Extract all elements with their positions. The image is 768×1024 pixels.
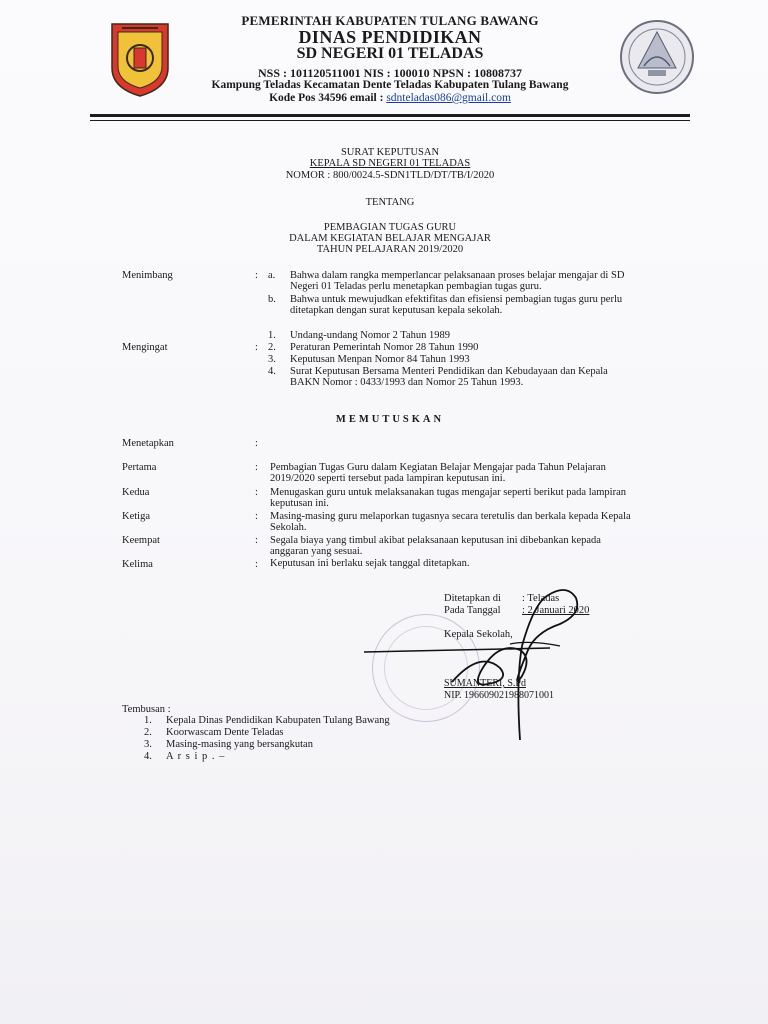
date-value: : 2 Januari 2020: [522, 605, 590, 616]
postal-code-label: Kode Pos 34596 email :: [269, 92, 387, 104]
decision-colon-menetapkan: :: [255, 438, 258, 449]
menimbang-a-line1: Bahwa dalam rangka memperlancar pelaksanaan proses belajar mengajar di SD: [290, 270, 625, 281]
date-label: Pada Tanggal: [444, 605, 501, 616]
letterhead-government: PEMERINTAH KABUPATEN TULANG BAWANG: [241, 13, 539, 28]
cc-label: Tembusan :: [122, 704, 171, 715]
mengingat-item-1: Undang-undang Nomor 2 Tahun 1989: [290, 330, 451, 341]
menimbang-b-line2: ditetapkan dengan surat keputusan kepala sekolah.: [290, 305, 503, 316]
decision-pertama-line1: Pembagian Tugas Guru dalam Kegiatan Belajar Mengajar pada Tahun Pelajaran: [270, 462, 606, 473]
decision-keempat-line1: Segala biaya yang timbul akibat pelaksanaan keputusan ini dibebankan kepada: [270, 535, 601, 546]
mengingat-item-3: Keputusan Menpan Nomor 84 Tahun 1993: [290, 354, 470, 365]
subject-line-2: DALAM KEGIATAN BELAJAR MENGAJAR: [289, 233, 491, 244]
decision-label-menetapkan: Menetapkan: [122, 438, 174, 449]
mengingat-mark-2: 2.: [268, 342, 276, 353]
letterhead-address: Kampung Teladas Kecamatan Dente Teladas Kabupaten Tulang Bawang: [211, 79, 569, 91]
decision-keempat-line2: anggaran yang sesuai.: [270, 546, 363, 557]
signer-name: SUMANTERI, S.Pd: [444, 678, 526, 689]
mengingat-mark-3: 3.: [268, 354, 276, 365]
mengingat-item-2: Peraturan Pemerintah Nomor 28 Tahun 1990: [290, 342, 479, 353]
memutuskan-heading: MEMUTUSKAN: [335, 414, 445, 425]
cc-item-3: Masing-masing yang bersangkutan: [166, 739, 313, 750]
cc-mark-1: 1.: [144, 715, 152, 726]
decision-label-ketiga: Ketiga: [122, 511, 150, 522]
menimbang-mark-b: b.: [268, 294, 276, 305]
cc-mark-3: 3.: [144, 739, 152, 750]
cc-mark-2: 2.: [144, 727, 152, 738]
handwritten-signature-icon: [360, 580, 600, 750]
mengingat-item-4-line1: Surat Keputusan Bersama Menteri Pendidikan dan Kebudayaan dan Kepala: [290, 366, 608, 377]
decision-pertama-line2: 2019/2020 seperti tersebut pada lampiran keputusan ini.: [270, 473, 506, 484]
signer-nip: NIP. 196609021988071001: [444, 690, 555, 701]
letterhead-school-name: SD NEGERI 01 TELADAS: [296, 45, 484, 62]
set-at-value: : Teladas: [522, 593, 560, 604]
menimbang-mark-a: a.: [268, 270, 276, 281]
letterhead-department: DINAS PENDIDIKAN: [298, 27, 482, 47]
decision-ketiga-line1: Masing-masing guru melaporkan tugasnya secara teretulis dan berkala kepada Kepala: [270, 511, 631, 522]
decision-colon-kedua: :: [255, 487, 258, 498]
cc-item-4: A r s i p . –: [166, 751, 226, 762]
mengingat-colon: :: [255, 342, 258, 353]
email-link[interactable]: sdnteladas086@gmail.com: [386, 92, 511, 104]
document-number: NOMOR : 800/0024.5-SDN1TLD/DT/TB/I/2020: [285, 170, 495, 181]
letterhead-divider-thin: [90, 120, 690, 121]
decision-kedua-line1: Menugaskan guru untuk melaksanakan tugas mengajar seperti berikut pada lampiran: [270, 487, 627, 498]
subject-line-3: TAHUN PELAJARAN 2019/2020: [316, 244, 464, 255]
decision-label-kedua: Kedua: [122, 487, 150, 498]
decision-colon-keempat: :: [255, 535, 258, 546]
letterhead-divider-thick: [90, 114, 690, 117]
cc-mark-4: 4.: [144, 751, 152, 762]
decision-label-kelima: Kelima: [122, 559, 153, 570]
decision-kelima-line1: Keputusan ini berlaku sejak tanggal ditetapkan.: [270, 558, 470, 569]
mengingat-item-4-line2: BAKN Nomor : 0433/1993 dan Nomor 25 Tahun 1993.: [290, 377, 524, 388]
set-at-label: Ditetapkan di: [444, 593, 501, 604]
about-heading: TENTANG: [365, 197, 415, 208]
cc-item-1: Kepala Dinas Pendidikan Kabupaten Tulang Bawang: [166, 715, 390, 726]
decision-kedua-line2: keputusan ini.: [270, 498, 329, 509]
letterhead-school-ids: NSS : 101120511001 NIS : 100010 NPSN : 10808737: [257, 66, 523, 80]
decision-colon-kelima: :: [255, 559, 258, 570]
tut-wuri-handayani-emblem-icon: [618, 18, 696, 96]
menimbang-a-line2: Negeri 01 Teladas perlu menetapkan pembagian tugas guru.: [290, 281, 542, 292]
decision-label-keempat: Keempat: [122, 535, 160, 546]
decision-ketiga-line2: Sekolah.: [270, 522, 307, 533]
cc-item-2: Koorwascam Dente Teladas: [166, 727, 284, 738]
signer-position: Kepala Sekolah,: [444, 629, 513, 640]
menimbang-label: Menimbang: [122, 270, 173, 281]
mengingat-label: Mengingat: [122, 342, 168, 353]
document-type: SURAT KEPUTUSAN: [340, 147, 440, 158]
regency-emblem-icon: [108, 18, 172, 98]
decision-colon-ketiga: :: [255, 511, 258, 522]
decision-label-pertama: Pertama: [122, 462, 157, 473]
mengingat-mark-4: 4.: [268, 366, 276, 377]
mengingat-mark-1: 1.: [268, 330, 276, 341]
decision-colon-pertama: :: [255, 462, 258, 473]
subject-line-1: PEMBAGIAN TUGAS GURU: [323, 222, 457, 233]
letterhead-contact: [180, 92, 600, 104]
menimbang-b-line1: Bahwa untuk mewujudkan efektifitas dan efisiensi pembagian tugas guru perlu: [290, 294, 623, 305]
menimbang-colon: :: [255, 270, 258, 281]
document-issuer: KEPALA SD NEGERI 01 TELADAS: [309, 158, 471, 169]
